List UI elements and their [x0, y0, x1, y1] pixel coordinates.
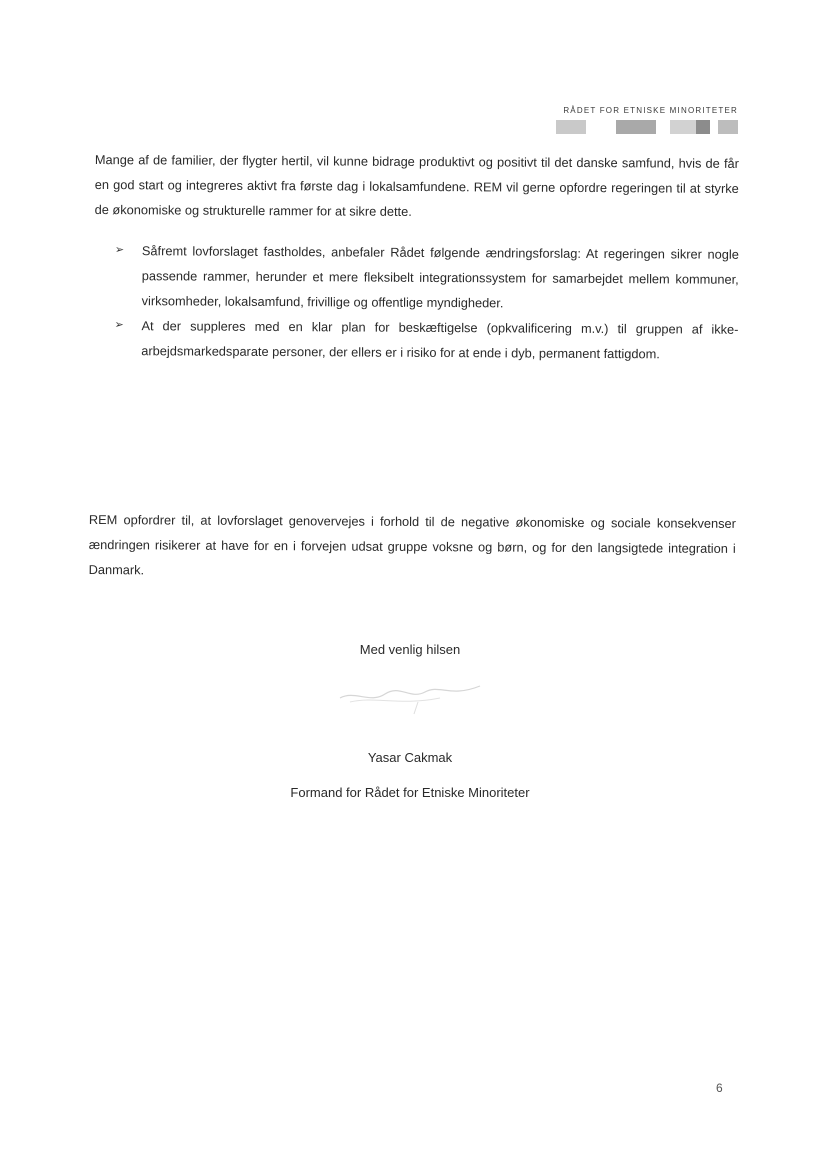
recommendation-list: [114, 238, 739, 367]
organization-logo: [554, 120, 738, 134]
letterhead: [548, 106, 738, 115]
list-item-text: Såfremt lovforslaget fastholdes, anbefaler Rådet følgende ændringsforslag: At regeringen sikrer nogle passende rammer, herunder et mere fleksibelt integrationssystem for samarbejdet mellem kommuner, virksomheder, lokalsamfund, frivillige og offentlige myndigheder.: [141, 243, 739, 311]
arrowhead-bullet-icon: ➢: [114, 243, 125, 257]
body-paragraph-1: Mange af de familier, der flygter hertil, vil kunne bidrage produktivt og positivt til det danske samfund, hvis de får en god start og integreres aktivt fra første dag i lokalsamfundene. REM vil gerne opfordre regeringen til at styrke de økonomiske og strukturelle rammer for at sikre dette.: [94, 151, 739, 219]
closing-greeting: Med venlig hilsen: [359, 642, 461, 657]
list-item: [115, 238, 739, 317]
list-item-text: At der suppleres med en klar plan for beskæftigelse (opkvalificering m.v.) til gruppen af ikke-arbejdsmarkedsparate personer, der ellers er i risiko for at ende i dyb, permanent fattigdom.: [141, 318, 739, 362]
page-number: 6: [716, 1081, 723, 1095]
list-item: [114, 313, 738, 367]
signer-title: Formand for Rådet for Etniske Minoriteter: [290, 785, 530, 800]
organization-name: RÅDET FOR ETNISKE MINORITETER: [563, 106, 738, 115]
signer-name: Yasar Cakmak: [367, 750, 453, 765]
handwritten-signature: [330, 680, 490, 720]
body-paragraph-2: REM opfordrer til, at lovforslaget genovervejes i forhold til de negative økonomiske og sociale konsekvenser ændringen risikerer at have for en i forvejen udsat gruppe voksne og børn, og for den langsigtede integration i Danmark.: [88, 511, 736, 578]
arrowhead-bullet-icon: ➢: [114, 318, 124, 332]
